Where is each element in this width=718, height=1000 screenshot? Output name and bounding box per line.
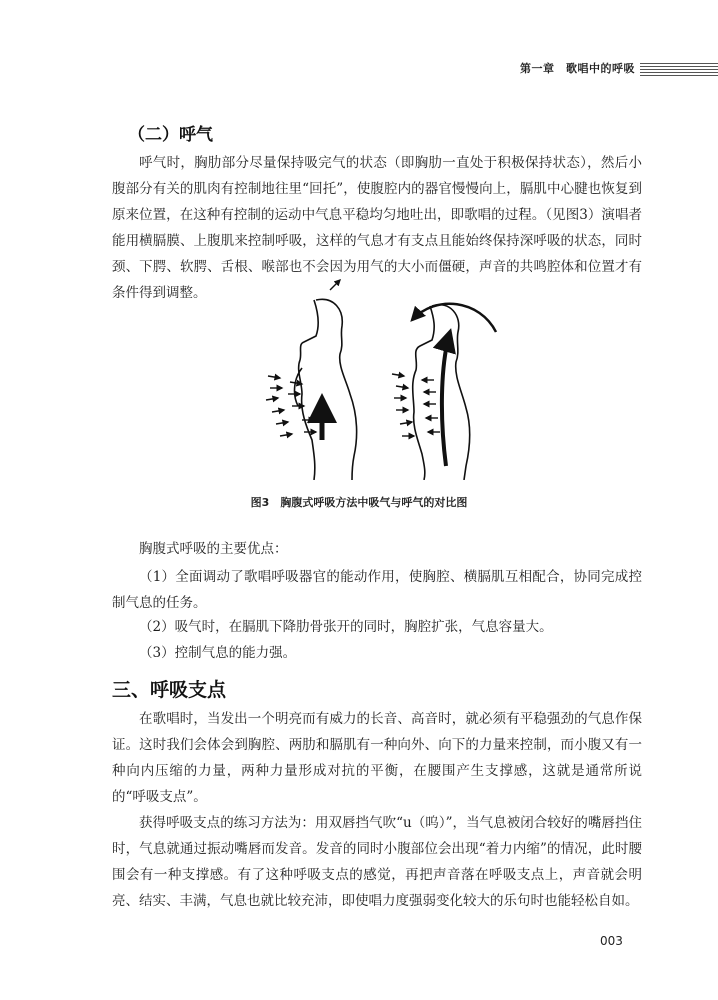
exhale-top-arrow — [412, 304, 496, 332]
exhale-curve-arrow — [442, 332, 450, 466]
section-heading-breath-support: 三、呼吸支点 — [112, 679, 227, 701]
header-decorative-rules — [640, 63, 718, 77]
exhale-paragraph: 呼气时，胸肋部分尽量保持吸完气的状态（即胸肋一直处于积极保持状态），然后小腹部分有关的肌肉有控制地往里“回托”，使腹腔内的器官慢慢向上，膈肌中心腱也恢复到原来位置，在这种有控制的运动中气息平稳均匀地吐出，即歌唱的过程。（见图3）演唱者能用横膈膜、上腹肌来控制呼吸，这样的气息才有支点且能始终保持深呼吸的状态，同时颈、下腭、软腭、舌根、喉部也不会因为用气的大小而僵硬，声音的共鸣腔体和位置才有条件得到调整。 — [112, 155, 642, 301]
inhale-figure — [295, 299, 357, 480]
breathing-comparison-figure — [240, 270, 510, 480]
breathing-illustration — [240, 270, 510, 480]
chapter-header: 第一章 歌唱中的呼吸 — [520, 62, 635, 75]
advantage-item-3: （3）控制气息的能力强。 — [139, 645, 297, 661]
breath-support-paragraph-2: 获得呼吸支点的练习方法为：用双唇挡气吹“u（呜）”，当气息被闭合较好的嘴唇挡住时，气息就通过振动嘴唇而发音。发音的同时小腹部位会出现“着力内缩”的情况，此时腰围会有一种支撑感。有了这种呼吸支点的感觉，再把声音落在呼吸支点上，声音就会明亮、结实、丰满，气息也就比较充沛，即使唱力度强弱变化较大的乐句时也能轻松自如。 — [112, 815, 642, 909]
advantage-item-1: （1）全面调动了歌唱呼吸器官的能动作用，使胸腔、横膈肌互相配合，协同完成控制气息的任务。 — [112, 569, 642, 611]
running-header — [0, 60, 718, 80]
subsection-heading-exhale: （二）呼气 — [128, 125, 213, 145]
page-number: 003 — [600, 934, 623, 948]
figure-caption: 图3 胸腹式呼吸方法中吸气与呼气的对比图 — [250, 496, 468, 509]
breath-support-paragraph-1: 在歌唱时，当发出一个明亮而有威力的长音、高音时，就必须有平稳强劲的气息作保证。这时我们会体会到胸腔、两肋和膈肌有一种向外、向下的力量来控制，而小腹又有一种向内压缩的力量，两种力量形成对抗的平衡，在腰围产生支撑感，这就是通常所说的“呼吸支点”。 — [112, 711, 642, 805]
advantages-intro: 胸腹式呼吸的主要优点： — [139, 541, 288, 557]
exhale-arrows — [392, 374, 440, 436]
advantage-item-2: （2）吸气时，在膈肌下降肋骨张开的同时，胸腔扩张，气息容量大。 — [139, 619, 553, 635]
